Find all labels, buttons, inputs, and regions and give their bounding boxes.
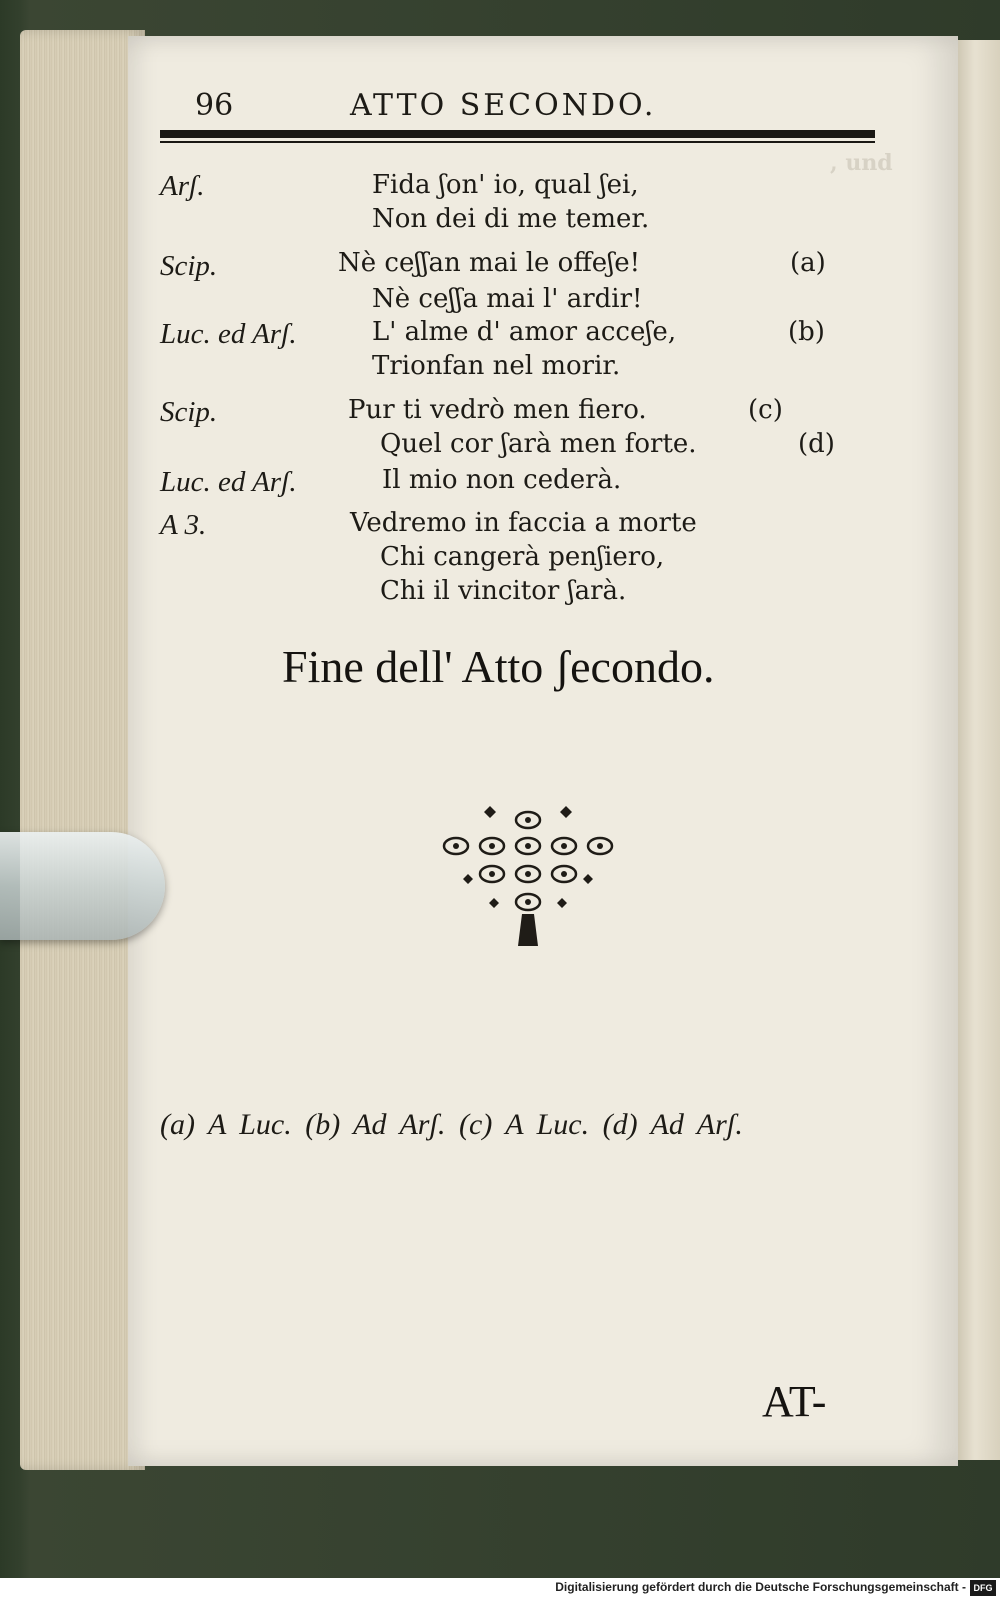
verse-line <box>160 170 205 203</box>
footnotes: (a) A Luc. (b) Ad Arʃ. (c) A Luc. (d) Ad Arʃ. <box>160 1108 743 1141</box>
catchword: AT- <box>762 1377 827 1426</box>
page-number: 96 <box>195 88 234 123</box>
verse-line <box>160 509 206 542</box>
speaker-label: Luc. ed Arʃ. <box>160 318 297 350</box>
glass-page-holder <box>0 832 165 940</box>
speaker-label: Luc. ed Arʃ. <box>160 466 297 498</box>
facing-page-edge <box>958 40 1000 1460</box>
verse-line <box>160 318 297 351</box>
footnote-marker: (b) <box>788 317 825 347</box>
verse-text: Chi cangerà penʃiero, <box>380 542 665 572</box>
act-end-title: Fine dell' Atto ʃecondo. <box>282 641 715 692</box>
verse-text: Non dei di me temer. <box>372 204 650 234</box>
verse-text: Vedremo in faccia a morte <box>350 508 697 538</box>
verse-text: Nè ceʃʃa mai l' ardir! <box>372 284 643 314</box>
verse-text: Quel cor ʃarà men forte. <box>380 429 697 459</box>
verse-line <box>160 396 217 429</box>
verse-text: Il mio non cederà. <box>382 465 622 495</box>
verse-line <box>160 250 217 283</box>
speaker-label: Arʃ. <box>160 170 205 202</box>
verse-text: Chi il vincitor ʃarà. <box>380 576 627 606</box>
verse-text: Pur ti vedrò men fiero. <box>348 395 647 425</box>
footnote-marker: (c) <box>748 395 783 425</box>
header-rule-thin <box>160 141 875 143</box>
verse-text: Trionfan nel morir. <box>372 351 621 381</box>
dfg-logo: DFG <box>970 1580 996 1596</box>
funding-credit: Digitalisierung gefördert durch die Deutsche Forschungsgemeinschaft - <box>555 1580 966 1594</box>
footnote-marker: (a) <box>790 248 826 278</box>
credit-bar <box>0 1578 1000 1599</box>
speaker-label: Scip. <box>160 250 218 282</box>
verse-text: L' alme d' amor acceʃe, <box>372 317 677 347</box>
speaker-label: Scip. <box>160 396 218 428</box>
book-page-edges <box>20 30 145 1470</box>
verse-text: Fida ʃon' io, qual ʃei, <box>372 170 639 200</box>
printers-ornament <box>428 798 628 958</box>
header-rule-thick <box>160 130 875 138</box>
verse-text: Nè ceʃʃan mai le offeʃe! <box>338 248 641 278</box>
speaker-label: A 3. <box>160 509 207 541</box>
page-header <box>195 84 715 130</box>
footnote-marker: (d) <box>798 429 835 459</box>
running-title: ATTO SECONDO. <box>350 88 657 123</box>
verse-line <box>160 466 297 499</box>
